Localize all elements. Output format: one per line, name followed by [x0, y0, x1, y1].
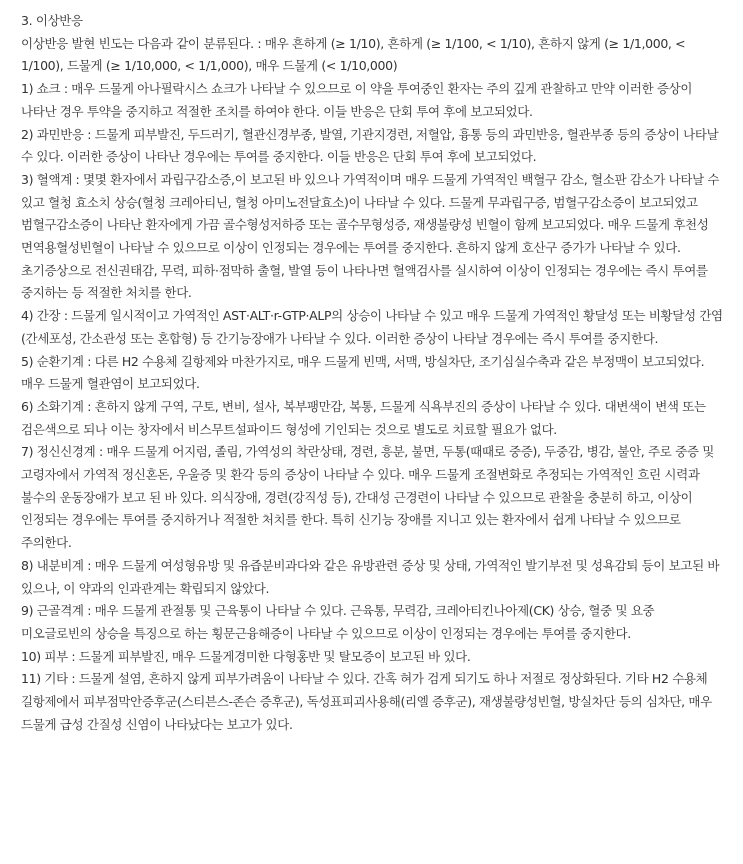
item-shock: 1) 쇼크 : 매우 드물게 아나필락시스 쇼크가 나타날 수 있으므로 이 약을 투여중인 환자는 주의 깊게 관찰하고 만약 이러한 증상이 나타난 경우 투약을 중지하고 적절한 조치를 하여야 한다. 이들 반응은 단회 투여 후에 보고되었다.	[21, 81, 693, 119]
item-other: 11) 기타 : 드물게 설염, 흔하지 않게 피부가려움이 나타날 수 있다. 간혹 혀가 검게 되기도 하나 저절로 정상화된다. 기타 H2 수용체 길항제에서 피부점막안증후군(스티븐스-존슨 증후군), 독성표피괴사용해(리엘 증후군), 재생불량성빈혈, 방실차단 등의 심차단, 매우 드물게 급성 간질성 신염이 나타났다는 보고가 있다.	[21, 671, 712, 732]
document-body	[21, 10, 727, 737]
item-hematologic: 3) 혈액계 : 몇몇 환자에서 과립구감소증,이 보고된 바 있으나 가역적이며 매우 드물게 가역적인 백혈구 감소, 혈소판 감소가 나타날 수 있고 혈청 효소치 상승(혈청 크레아티닌, 혈청 아미노전달효소)이 나타날 수 있다. 드물게 무과립구증, 범혈구감소증이 보고되었고 범혈구감소증이 나타난 환자에게 가끔 골수형성저하증 또는 골수무형성증, 재생불량성 빈혈이 함께 보고되었다. 매우 드물게 후천성 면역용혈성빈혈이 나타날 수 있으므로 이상이 인정되는 경우에는 투여를 중지한다. 흔하지 않게 호산구 증가가 나타날 수 있다. 초기증상으로 전신권태감, 무력, 피하·점막하 출혈, 발열 등이 나타나면 혈액검사를 실시하여 이상이 인정되는 경우에는 즉시 투여를 중지하는 등 적절한 처치를 한다.	[21, 171, 720, 301]
item-endocrine: 8) 내분비계 : 매우 드물게 여성형유방 및 유즙분비과다와 같은 유방관련 증상 및 상태, 가역적인 발기부전 및 성욕감퇴 등이 보고된 바 있으나, 이 약과의 인과관계는 확립되지 않았다.	[21, 557, 720, 596]
section-title: 3. 이상반응	[21, 13, 83, 28]
item-musculoskeletal: 9) 근골격계 : 매우 드물게 관절통 및 근육통이 나타날 수 있다. 근육통, 무력감, 크레아티킨나아제(CK) 상승, 혈중 및 요중 미오글로빈의 상승을 특징으로 하는 횡문근융해증이 나타날 수 있으므로 이상이 인정되는 경우에는 투여를 중지한다.	[21, 603, 655, 641]
item-neuropsychiatric: 7) 정신신경계 : 매우 드물게 어지럼, 졸림, 가역성의 착란상태, 경련, 흥분, 불면, 두통(때때로 중증), 두중감, 병감, 불안, 주로 중증 및 고령자에서 가역적 정신혼돈, 우울증 및 환각 등의 증상이 나타날 수 있다. 매우 드물게 조절변화로 추정되는 가역적인 흐린 시력과 불수의 운동장애가 보고 된 바 있다. 의식장애, 경련(강직성 등), 간대성 근경련이 나타날 수 있으므로 관찰을 충분히 하고, 이상이 인정되는 경우에는 투여를 중지하거나 적절한 처치를 한다. 특히 신기능 장애를 지니고 있는 환자에서 쉽게 나타날 수 있으므로 주의한다.	[21, 444, 714, 551]
item-hepatic: 4) 간장 : 드물게 일시적이고 가역적인 AST·ALT·r-GTP·ALP의 상승이 나타날 수 있고 매우 드물게 가역적인 황달성 또는 비황달성 간염(간세포성, 간소관성 또는 혼합형) 등 간기능장애가 나타날 수 있다. 이러한 증상이 나타날 경우에는 즉시 투여를 중지한다.	[21, 308, 723, 346]
item-circulatory: 5) 순환기계 : 다른 H2 수용체 길항제와 마찬가지로, 매우 드물게 빈맥, 서맥, 방실차단, 조기심실수축과 같은 부정맥이 보고되었다. 매우 드물게 혈관염이 보고되었다.	[21, 353, 705, 392]
frequency-intro: 이상반응 발현 빈도는 다음과 같이 분류된다. : 매우 흔하게 (≥ 1/10), 흔하게 (≥ 1/100, < 1/10), 흔하지 않게 (≥ 1/1,000, < 1/100), 드물게 (≥ 1/10,000, < 1/1,000), 매우 드물게 (< 1/10,000)	[21, 35, 686, 74]
item-digestive: 6) 소화기계 : 흔하지 않게 구역, 구토, 변비, 설사, 복부팽만감, 복통, 드물게 식욕부진의 증상이 나타날 수 있다. 대변색이 변색 또는 검은색으로 되나 이는 창자에서 비스무트설파이드 형성에 기인되는 것으로 별도로 치료할 필요가 없다.	[21, 398, 706, 437]
item-skin: 10) 피부 : 드물게 피부발진, 매우 드물게경미한 다형홍반 및 탈모증이 보고된 바 있다.	[21, 648, 471, 664]
item-hypersensitivity: 2) 과민반응 : 드물게 피부발진, 두드러기, 혈관신경부종, 발열, 기관지경련, 저혈압, 흉통 등의 과민반응, 혈관부종 등의 증상이 나타날 수 있다. 이러한 증상이 나타난 경우에는 투여를 중지한다. 이들 반응은 단회 투여 후에 보고되었다.	[21, 126, 719, 165]
